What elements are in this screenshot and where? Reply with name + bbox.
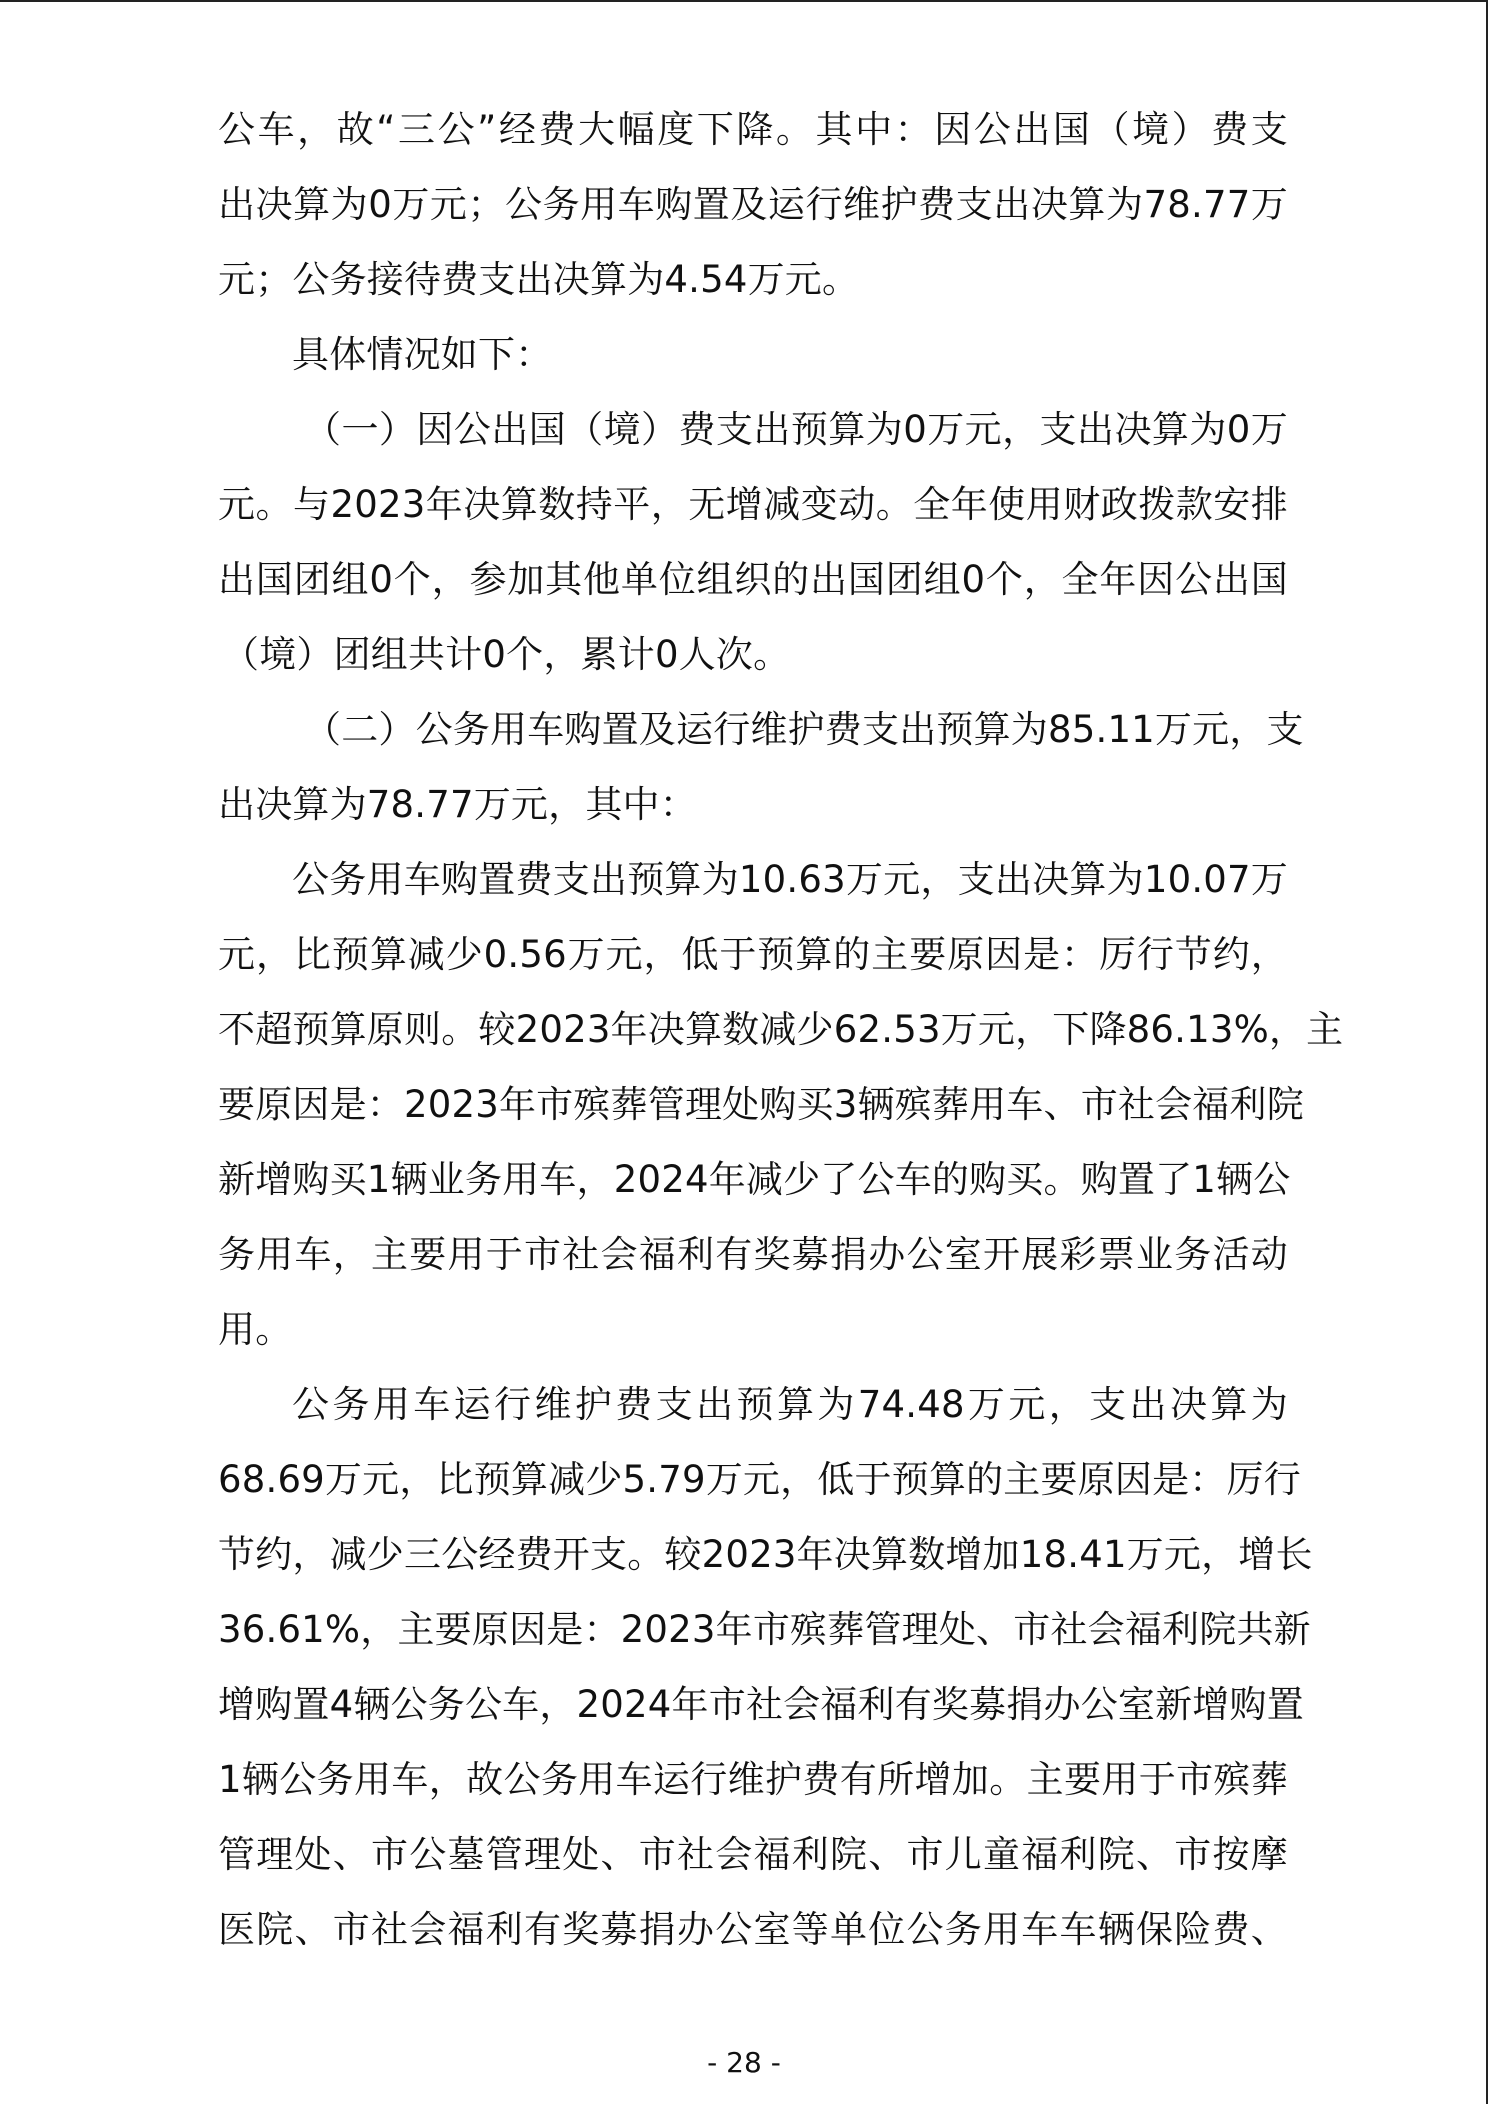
text-line: 节约，减少三公经费开支。较2023年决算数增加18.41万元，增长 xyxy=(218,1533,1313,1576)
text-line: 管理处、市公墓管理处、市社会福利院、市儿童福利院、市按摩 xyxy=(218,1833,1288,1876)
text-line: 增购置4辆公务公车，2024年市社会福利有奖募捐办公室新增购置 xyxy=(218,1683,1304,1726)
text-line: 医院、市社会福利有奖募捐办公室等单位公务用车车辆保险费、 xyxy=(218,1908,1288,1951)
text-line: 要原因是：2023年市殡葬管理处购买3辆殡葬用车、市社会福利院 xyxy=(218,1083,1304,1126)
text-line: 1辆公务用车，故公务用车运行维护费有所增加。主要用于市殡葬 xyxy=(218,1758,1288,1801)
text-line: 公车，故“三公”经费大幅度下降。其中：因公出国（境）费支 xyxy=(218,108,1288,151)
text-line: 公务用车运行维护费支出预算为74.48万元，支出决算为 xyxy=(292,1383,1288,1426)
page-number: - 28 - xyxy=(707,2046,781,2079)
text-line: （一）因公出国（境）费支出预算为0万元，支出决算为0万 xyxy=(304,408,1288,451)
text-line: 用。 xyxy=(218,1308,293,1351)
text-line: 公务用车购置费支出预算为10.63万元，支出决算为10.07万 xyxy=(292,858,1288,901)
text-line: 出国团组0个，参加其他单位组织的出国团组0个，全年因公出国 xyxy=(218,558,1288,601)
text-line: 元。与2023年决算数持平，无增减变动。全年使用财政拨款安排 xyxy=(218,483,1288,526)
text-line: 务用车，主要用于市社会福利有奖募捐办公室开展彩票业务活动 xyxy=(218,1233,1288,1276)
text-line: 68.69万元，比预算减少5.79万元，低于预算的主要原因是：厉行 xyxy=(218,1458,1301,1501)
text-line: 36.61%，主要原因是：2023年市殡葬管理处、市社会福利院共新 xyxy=(218,1608,1311,1651)
text-line: 出决算为0万元；公务用车购置及运行维护费支出决算为78.77万 xyxy=(218,183,1288,226)
text-line: （境）团组共计0个，累计0人次。 xyxy=(222,633,791,676)
text-line: 新增购买1辆业务用车，2024年减少了公车的购买。购置了1辆公 xyxy=(218,1158,1291,1201)
text-line: 不超预算原则。较2023年决算数减少62.53万元，下降86.13%，主 xyxy=(218,1008,1344,1051)
page-top-border xyxy=(0,0,1488,2)
text-line: 元；公务接待费支出决算为4.54万元。 xyxy=(218,258,860,301)
body-text xyxy=(218,98,1344,1973)
text-line: （二）公务用车购置及运行维护费支出预算为85.11万元，支 xyxy=(304,708,1304,751)
text-line: 具体情况如下： xyxy=(292,333,553,376)
text-line: 元，比预算减少0.56万元，低于预算的主要原因是：厉行节约， xyxy=(218,933,1288,976)
text-line: 出决算为78.77万元，其中： xyxy=(218,783,697,826)
